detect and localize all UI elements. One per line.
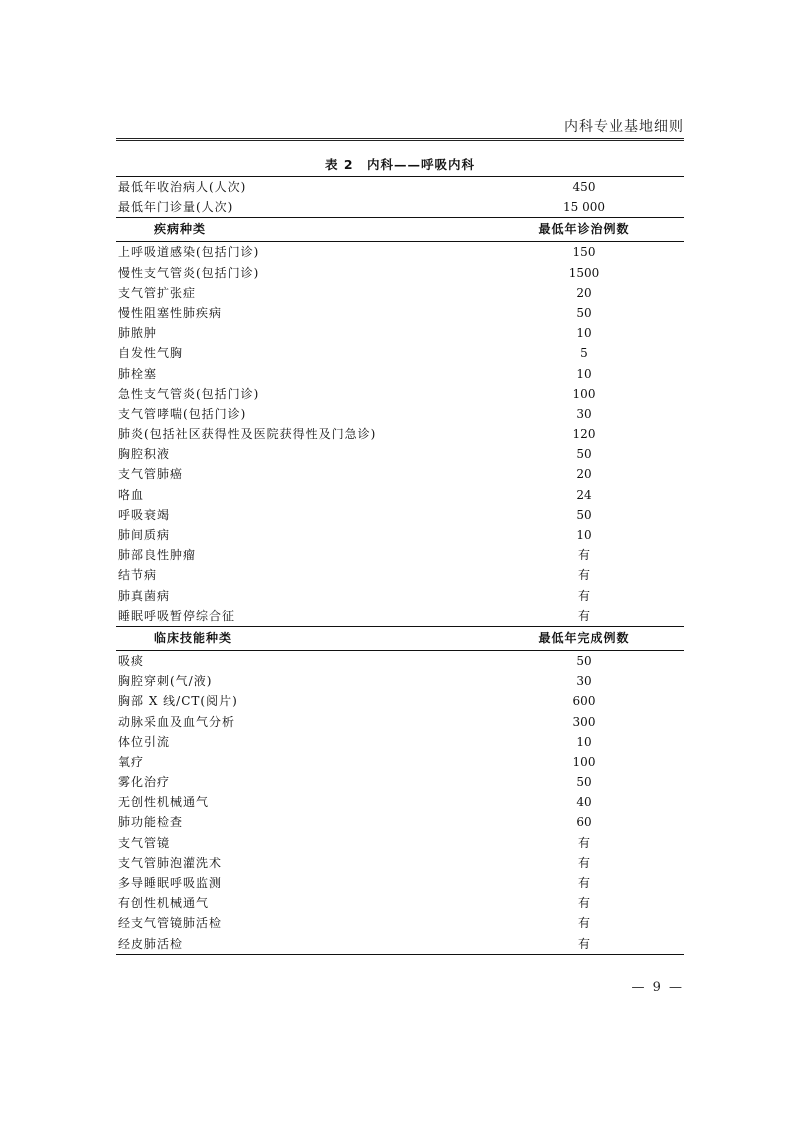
row-value: 30 (576, 406, 592, 421)
table-row (116, 177, 684, 197)
row-value: 有 (577, 896, 590, 911)
row-label: 肺间质病 (118, 528, 171, 542)
row-label: 体位引流 (118, 734, 171, 749)
table-row (116, 833, 684, 853)
table-row (116, 853, 684, 873)
row-value: 有 (577, 548, 590, 563)
table-row (116, 343, 684, 363)
disease-section-header (116, 218, 684, 241)
row-label: 吸痰 (118, 653, 145, 668)
row-label: 肺真菌病 (118, 588, 171, 603)
row-label: 氧疗 (118, 754, 145, 769)
table-row (116, 323, 684, 343)
row-label: 支气管扩张症 (118, 285, 197, 300)
row-label: 有创性机械通气 (118, 896, 210, 911)
row-label: 呼吸衰竭 (118, 507, 171, 522)
row-value: 24 (576, 487, 592, 502)
table-row (116, 197, 684, 217)
row-label: 支气管肺泡灌洗术 (118, 855, 223, 870)
row-label: 上呼吸道感染(包括门诊) (118, 245, 260, 260)
row-value: 600 (572, 694, 596, 709)
row-label: 胸部 X 线/CT(阅片) (118, 694, 238, 709)
table-row (116, 732, 684, 752)
row-label: 咯血 (118, 487, 145, 502)
row-value: 5 (580, 346, 588, 361)
table-row (116, 712, 684, 732)
requirements-table (116, 154, 684, 955)
summary-rows (116, 177, 684, 217)
row-value: 60 (576, 815, 592, 830)
table-row (116, 424, 684, 444)
table-row (116, 364, 684, 384)
row-value: 10 (576, 734, 592, 749)
row-value: 50 (576, 305, 592, 320)
row-label: 肺栓塞 (118, 366, 158, 381)
row-value: 有 (577, 568, 590, 583)
row-label: 最低年门诊量(人次) (118, 200, 234, 215)
table-row (116, 934, 684, 954)
row-label: 支气管镜 (118, 835, 171, 850)
table-row (116, 485, 684, 505)
table-row (116, 263, 684, 283)
skill-header-value: 最低年完成例数 (538, 630, 630, 645)
skill-rows (116, 651, 684, 954)
table-bottom-rule (116, 954, 684, 955)
row-value: 50 (576, 507, 592, 522)
disease-header-label: 疾病种类 (154, 222, 207, 237)
table-row (116, 913, 684, 933)
row-value: 300 (572, 714, 596, 729)
table-row (116, 792, 684, 812)
row-value: 450 (572, 180, 596, 194)
table-row (116, 671, 684, 691)
row-value: 10 (576, 326, 592, 341)
row-value: 150 (572, 245, 596, 260)
row-label: 支气管肺癌 (118, 467, 184, 482)
row-label: 胸腔穿刺(气/液) (118, 674, 213, 689)
table-row (116, 873, 684, 893)
row-value: 100 (572, 386, 596, 401)
row-value: 20 (576, 467, 592, 482)
row-value: 50 (576, 653, 592, 668)
table-row (116, 586, 684, 606)
row-label: 支气管哮喘(包括门诊) (118, 406, 247, 421)
table-row (116, 651, 684, 671)
table-row (116, 303, 684, 323)
row-value: 100 (572, 754, 596, 769)
running-header: 内科专业基地细则 (564, 119, 684, 135)
row-label: 无创性机械通气 (118, 795, 210, 810)
row-label: 自发性气胸 (118, 346, 184, 361)
table-row (116, 565, 684, 585)
table-row (116, 464, 684, 484)
row-value: 有 (577, 876, 590, 890)
skill-section-header (116, 627, 684, 650)
page-number: — 9 — (631, 980, 684, 995)
row-value: 1500 (568, 265, 600, 280)
row-label: 睡眠呼吸暂停综合征 (118, 608, 236, 623)
row-value: 有 (577, 936, 590, 951)
table-row (116, 752, 684, 772)
table-title: 表 2 内科——呼吸内科 (324, 157, 476, 172)
row-label: 经皮肺活检 (118, 936, 184, 951)
row-label: 胸腔积液 (118, 447, 171, 462)
row-label: 雾化治疗 (118, 775, 171, 790)
row-label: 慢性支气管炎(包括门诊) (118, 265, 260, 280)
row-label: 结节病 (118, 568, 158, 583)
row-value: 40 (576, 795, 592, 810)
row-value: 50 (576, 775, 592, 790)
row-value: 10 (576, 528, 592, 542)
row-value: 有 (577, 835, 590, 850)
row-label: 慢性阻塞性肺疾病 (118, 305, 223, 320)
row-label: 多导睡眠呼吸监测 (118, 876, 223, 890)
row-value: 50 (576, 447, 592, 462)
table-row (116, 384, 684, 404)
row-label: 肺部良性肿瘤 (118, 548, 197, 563)
row-value: 30 (576, 674, 592, 689)
row-label: 经支气管镜肺活检 (118, 916, 223, 931)
row-value: 有 (577, 588, 590, 603)
row-value: 20 (576, 285, 592, 300)
table-row (116, 525, 684, 545)
skill-header-label: 临床技能种类 (154, 630, 233, 645)
row-value: 120 (572, 427, 596, 442)
row-value: 有 (577, 608, 590, 623)
row-value: 有 (577, 855, 590, 870)
row-label: 肺炎(包括社区获得性及医院获得性及门急诊) (118, 427, 377, 442)
table-row (116, 606, 684, 626)
table-row (116, 893, 684, 913)
row-label: 肺脓肿 (118, 326, 158, 341)
table-row (116, 772, 684, 792)
table-row (116, 404, 684, 424)
disease-header-value: 最低年诊治例数 (538, 222, 630, 237)
table-row (116, 242, 684, 262)
row-value: 15 000 (563, 200, 605, 215)
row-value: 10 (576, 366, 592, 381)
table-row (116, 545, 684, 565)
header-rule (116, 138, 684, 141)
table-row (116, 812, 684, 832)
row-value: 有 (577, 916, 590, 931)
row-label: 动脉采血及血气分析 (118, 714, 236, 729)
disease-rows (116, 242, 684, 626)
table-row (116, 444, 684, 464)
row-label: 最低年收治病人(人次) (118, 180, 247, 194)
row-label: 肺功能检查 (118, 815, 184, 830)
table-row (116, 691, 684, 711)
table-row (116, 283, 684, 303)
table-row (116, 505, 684, 525)
row-label: 急性支气管炎(包括门诊) (118, 386, 260, 401)
